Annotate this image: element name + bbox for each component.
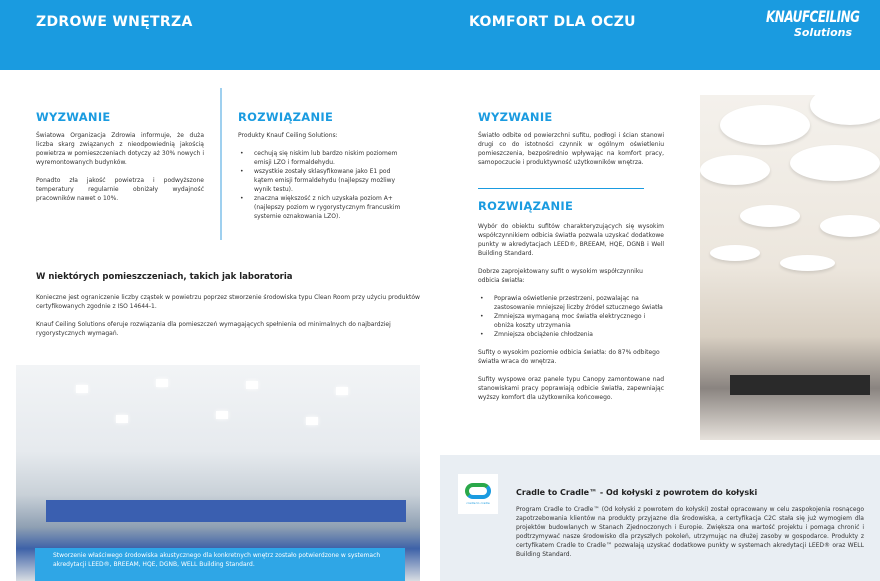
paragraph: Sufity o wysokim poziomie odbicia światła: do 87% odbitego światła wraca do wnętrza.	[478, 349, 660, 365]
knauf-logo	[766, 7, 860, 39]
left-challenge-heading: WYZWANIE	[36, 110, 111, 124]
right-challenge-text: Światło odbite od powierzchni sufitu, podłogi i ścian stanowi drugi co do istotności czynnik w ogólnym oświetleniu pomieszczenia, bezpośrednio wpływając na komfort pracy, samopoczucie i produktywność użytkowników wnętrza.	[478, 132, 664, 166]
paragraph: Dobrze zaprojektowany sufit o wysokim współczynniku odbicia światła:	[478, 268, 643, 284]
bullet-list	[238, 149, 410, 221]
paragraph: Konieczne jest ograniczenie liczby cząstek w powietrzu poprzez stworzenie środowiska typu Clean Room przy użyciu produktów certyfikowanych zgodnie z ISO 14644-1.	[36, 294, 420, 310]
list-item: • cechują się niskim lub bardzo niskim poziomem emisji LZO i formaldehydu.	[238, 149, 410, 167]
paragraph: Produkty Knauf Ceiling Solutions:	[238, 132, 338, 139]
list-item: • Poprawia oświetlenie przestrzeni, pozwalając na zastosowanie mniejszej liczby źródeł sztucznego światła	[478, 294, 664, 312]
list-item: • Zmniejsza obciążenie chłodzenia	[478, 330, 664, 339]
paragraph: Światowa Organizacja Zdrowia informuje, że duża liczba skarg związanych z nieodpowiednią jakością powietrza w pomieszczeniach dotyczy aż 30% nowych i wyremontowanych budynków.	[36, 132, 204, 166]
header-bar	[0, 0, 880, 70]
c2c-body: Program Cradle to Cradle™ (Od kołyski z powrotem do kołyski) został opracowany w celu zaspokojenia rosnącego zapotrzebowania klientów na produkty przyjazne dla środowiska, a certyfikacja C2C stała się już wymogiem dla projektów budowlanych w Stanach Zjednoczonych i Europie. Zwiększa ona wartość projektu i pomaga chronić i podtrzymywać nasze środowisko dla przyszłych pokoleń, utrzymując na dłużej zasoby w gospodarce. Produkty z certyfikatem Cradle to Cradle™ pozwalają uzyskać dodatkowe punkty w systemach akredytacji LEED® oraz WELL Building Standard.	[516, 506, 864, 558]
logo-line1: KNAUFCEILING	[766, 7, 860, 27]
paragraph: Wybór do obiektu sufitów charakteryzujących się wysokim współczynnikiem odbicia światła pozwala uzyskać dodatkowe punkty w akredytacjach LEED®, BREEAM, HQE, DGNB i Well Building Standard.	[478, 223, 664, 257]
right-solution-heading: ROZWIĄZANIE	[478, 199, 574, 213]
right-solution-text	[478, 222, 664, 411]
c2c-loop-icon	[465, 483, 491, 499]
c2c-title: Cradle to Cradle™ - Od kołyski z powrotem do kołyski	[516, 488, 758, 497]
column-divider	[220, 88, 222, 240]
list-item: • Zmniejsza wymaganą moc światła elektrycznego i obniża koszty utrzymania	[478, 312, 664, 330]
section-title-healthy-interiors: ZDROWE WNĘTRZA	[36, 14, 193, 30]
lab-heading: W niektórych pomieszczeniach, takich jak laboratoria	[36, 272, 293, 282]
section-title-visual-comfort: KOMFORT DLA OCZU	[469, 14, 636, 30]
c2c-logo-text: cradle to cradle	[466, 501, 490, 505]
office-photo	[700, 95, 880, 440]
logo-line2: Solutions	[793, 26, 852, 39]
bullet-list	[478, 294, 664, 339]
cradle-to-cradle-logo	[458, 474, 498, 514]
left-solution-text	[238, 131, 410, 221]
list-item: • wszystkie zostały sklasyfikowane jako E1 pod kątem emisji formaldehydu (najlepszy możliwy wynik testu).	[238, 167, 410, 194]
right-challenge-heading: WYZWANIE	[478, 110, 553, 124]
left-challenge-text	[36, 131, 204, 212]
paragraph: Knauf Ceiling Solutions oferuje rozwiązania dla pomieszczeń wymagających spełnienia od minimalnych do najbardziej rygorystycznych wymagań.	[36, 321, 391, 337]
left-solution-heading: ROZWIĄZANIE	[238, 110, 334, 124]
paragraph: Ponadto zła jakość powietrza i podwyższone temperatury regularnie obniżały wydajność pracowników nawet o 10%.	[36, 177, 204, 202]
paragraph: Sufity wyspowe oraz panele typu Canopy zamontowane nad stanowiskami pracy poprawiają odbicie światła, zapewniając wyższy komfort dla użytkownika końcowego.	[478, 376, 664, 401]
photo-caption: Stworzenie właściwego środowiska akustycznego dla konkretnych wnętrz zostało potwierdzone w systemach akredytacji LEED®, BREEAM, HQE, DGNB, WELL Building Standard.	[35, 548, 405, 581]
section-divider	[478, 188, 644, 189]
lab-text	[36, 293, 431, 347]
list-item: • znaczna większość z nich uzyskała poziom A+ (najlepszy poziom w rygorystycznym francuskim systemie oznakowania LZO).	[238, 194, 410, 221]
